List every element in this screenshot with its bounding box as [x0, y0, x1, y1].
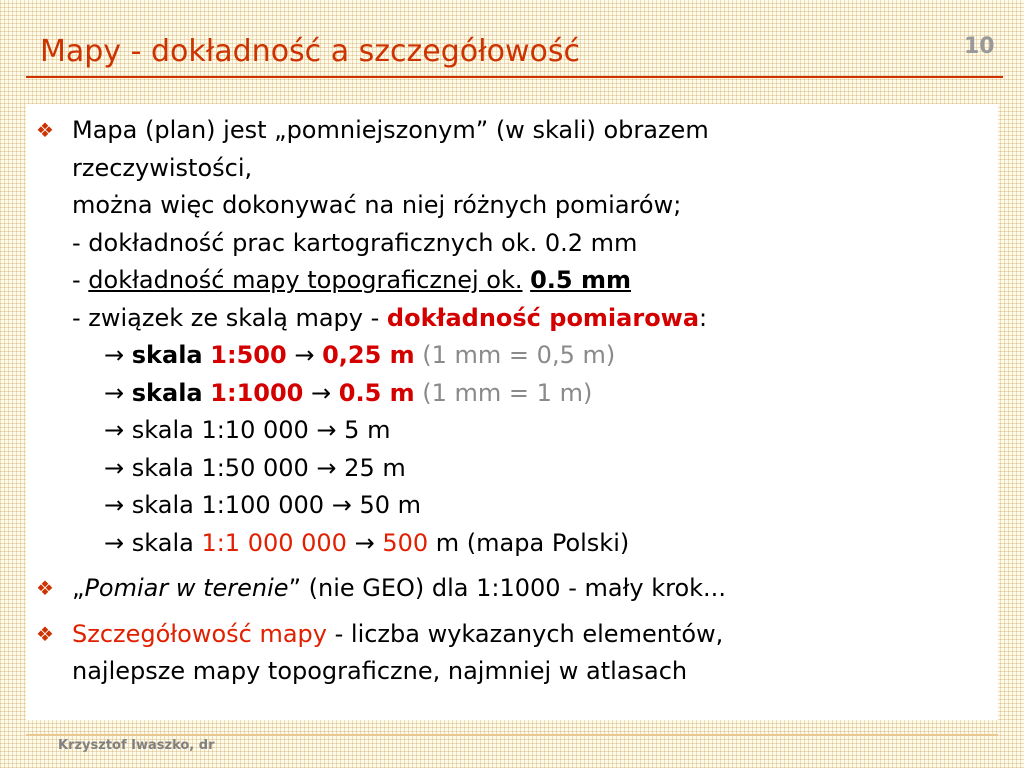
scale-row: → skala 1:50 000 → 25 m [104, 453, 406, 482]
highlight-text: dokładność pomiarowa [386, 303, 700, 332]
arrow-icon: → [104, 453, 125, 482]
diamond-bullet-icon: ❖ [36, 621, 54, 646]
text-line: „Pomiar w terenie” (nie GEO) dla 1:1000 - mały krok... [72, 574, 726, 602]
arrow-icon: → [294, 341, 315, 369]
diamond-bullet-icon: ❖ [36, 576, 54, 600]
footer-author: Krzysztof Iwaszko, dr [58, 738, 215, 753]
arrow-icon: → [311, 378, 332, 407]
text-line: rzeczywistości, [72, 153, 253, 182]
arrow-icon: → [331, 491, 352, 519]
text-line: - dokładność prac kartograficznych ok. 0.2 mm [72, 228, 638, 257]
bullet-map-detail [26, 616, 986, 691]
arrow-icon: → [104, 378, 125, 407]
content-panel [26, 104, 998, 720]
diamond-bullet-icon: ❖ [36, 118, 54, 142]
bold-value: 0.5 mm [530, 266, 631, 294]
slide-number: 10 [964, 34, 995, 59]
text-line: najlepsze mapy topograficzne, najmniej w atlasach [72, 657, 688, 685]
arrow-icon: → [354, 528, 375, 557]
bullet-list [26, 112, 986, 699]
text-line: - związek ze skalą mapy - dokładność pomiarowa: [72, 303, 708, 332]
scale-row: → skala 1:1 000 000 → 500 m (mapa Polski) [104, 528, 630, 557]
arrow-icon: → [104, 341, 125, 369]
text-line: Mapa (plan) jest „pomniejszonym” (w skali) obrazem [72, 116, 709, 144]
scale-row: → skala 1:100 000 → 50 m [104, 491, 421, 519]
text-line: Szczegółowość mapy - liczba wykazanych elementów, [72, 619, 724, 648]
arrow-icon: → [104, 528, 125, 557]
bullet-map-accuracy [26, 112, 986, 562]
underlined-text: dokładność mapy topograficznej ok. [88, 266, 523, 294]
scale-row: → skala 1:10 000 → 5 m [104, 416, 391, 444]
footer-divider [26, 734, 998, 736]
italic-text: Pomiar w terenie [84, 574, 289, 602]
highlight-text: Szczegółowość mapy [72, 619, 327, 648]
bullet-field-measurement [26, 570, 986, 608]
scale-row: → skala 1:500 → 0,25 m (1 mm = 0,5 m) [104, 341, 616, 369]
arrow-icon: → [104, 491, 125, 519]
text-line: można więc dokonywać na niej różnych pomiarów; [72, 191, 682, 219]
scale-row: → skala 1:1000 → 0.5 m (1 mm = 1 m) [104, 378, 593, 407]
slide-title: Mapy - dokładność a szczegółowość [40, 34, 580, 69]
arrow-icon: → [316, 416, 337, 444]
title-divider [26, 76, 1003, 78]
arrow-icon: → [316, 453, 337, 482]
arrow-icon: → [104, 416, 125, 444]
text-line: - dokładność mapy topograficznej ok. 0.5 mm [72, 266, 631, 294]
